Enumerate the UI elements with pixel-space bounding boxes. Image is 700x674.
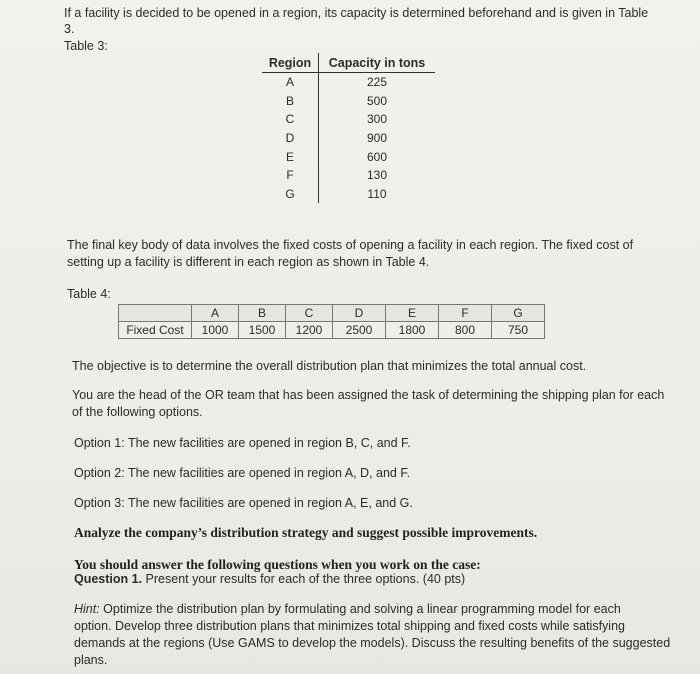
- option-1: Option 1: The new facilities are opened in region B, C, and F.: [74, 436, 411, 450]
- table4-value-row: [119, 322, 545, 339]
- table4-header-c: C: [286, 305, 333, 322]
- fixed-cost-cell: 1800: [386, 322, 439, 339]
- table-3: [262, 53, 435, 203]
- region-cell: F: [262, 166, 319, 185]
- analyze-heading: Analyze the company’s distribution strategy and suggest possible improvements.: [74, 525, 538, 540]
- intro-line-1: If a facility is decided to be opened in a region, its capacity is determined beforehand and is given in Table: [64, 6, 649, 20]
- table4-header-e: E: [386, 305, 439, 322]
- hint-line-4: plans.: [74, 653, 108, 667]
- table4-header-d: D: [333, 305, 386, 322]
- table4-header-g: G: [492, 305, 545, 322]
- capacity-cell: 225: [366, 75, 388, 90]
- fixed-cost-line-1: The final key body of data involves the fixed costs of opening a facility in each region. The fixed cost of: [67, 238, 634, 252]
- table4-header-f: F: [439, 305, 492, 322]
- fixed-cost-cell: 1200: [286, 322, 333, 339]
- region-cell: E: [262, 147, 319, 166]
- hint-text-1: Optimize the distribution plan by formulating and solving a linear programming model for each: [99, 602, 621, 616]
- capacity-cell: 130: [366, 168, 388, 183]
- fixed-cost-cell: 800: [439, 322, 492, 339]
- table-row: [262, 147, 435, 166]
- hint-line-2: option. Develop three distribution plans that minimizes total shipping and fixed costs while satisfying: [74, 619, 625, 633]
- table-row: [262, 185, 435, 204]
- table4-header-row: [119, 305, 545, 322]
- table-4: [118, 304, 545, 339]
- capacity-cell: 500: [366, 93, 388, 108]
- table-row: [262, 110, 435, 129]
- table4-header-b: B: [239, 305, 286, 322]
- capacity-cell: 900: [366, 131, 388, 146]
- table3-header-region: Region: [262, 53, 319, 73]
- team-line-1: You are the head of the OR team that has been assigned the task of determining the shipping plan for each: [72, 388, 665, 402]
- region-cell: G: [262, 185, 319, 204]
- table-row: [262, 166, 435, 185]
- capacity-cell: 110: [367, 186, 387, 201]
- table4-header-a: A: [192, 305, 239, 322]
- table3-label: Table 3:: [64, 39, 108, 53]
- hint-line-1: [74, 601, 621, 618]
- table3-header-capacity: Capacity in tons: [319, 53, 436, 73]
- capacity-cell: 600: [366, 149, 388, 164]
- region-cell: B: [262, 92, 319, 111]
- questions-intro: You should answer the following questions when you work on the case:: [74, 557, 481, 572]
- hint-line-3: demands at the regions (Use GAMS to develop the models). Discuss the resulting benefits of the suggested: [74, 636, 671, 650]
- table4-corner-cell: [119, 305, 192, 322]
- region-cell: D: [262, 129, 319, 148]
- question-1-text: Present your results for each of the three options. (40 pts): [142, 572, 466, 586]
- table-row: [262, 92, 435, 111]
- table-row: [262, 73, 435, 92]
- question-1-label: Question 1.: [74, 572, 143, 586]
- table4-row-label: Fixed Cost: [119, 322, 192, 339]
- hint-label: Hint:: [74, 602, 100, 616]
- fixed-cost-line-2: setting up a facility is different in each region as shown in Table 4.: [67, 255, 430, 269]
- table-row: [262, 129, 435, 148]
- table4-label: Table 4:: [67, 287, 111, 301]
- intro-line-2: 3.: [64, 22, 75, 36]
- region-cell: C: [262, 110, 319, 129]
- objective-text: The objective is to determine the overall distribution plan that minimizes the total annual cost.: [72, 359, 587, 373]
- option-2: Option 2: The new facilities are opened in region A, D, and F.: [74, 466, 411, 480]
- fixed-cost-cell: 750: [492, 322, 545, 339]
- fixed-cost-cell: 2500: [333, 322, 386, 339]
- team-line-2: of the following options.: [72, 405, 203, 419]
- fixed-cost-cell: 1500: [239, 322, 286, 339]
- option-3: Option 3: The new facilities are opened in region A, E, and G.: [74, 496, 413, 510]
- fixed-cost-cell: 1000: [192, 322, 239, 339]
- capacity-cell: 300: [366, 112, 388, 127]
- region-cell: A: [262, 73, 319, 92]
- question-1: [74, 571, 465, 588]
